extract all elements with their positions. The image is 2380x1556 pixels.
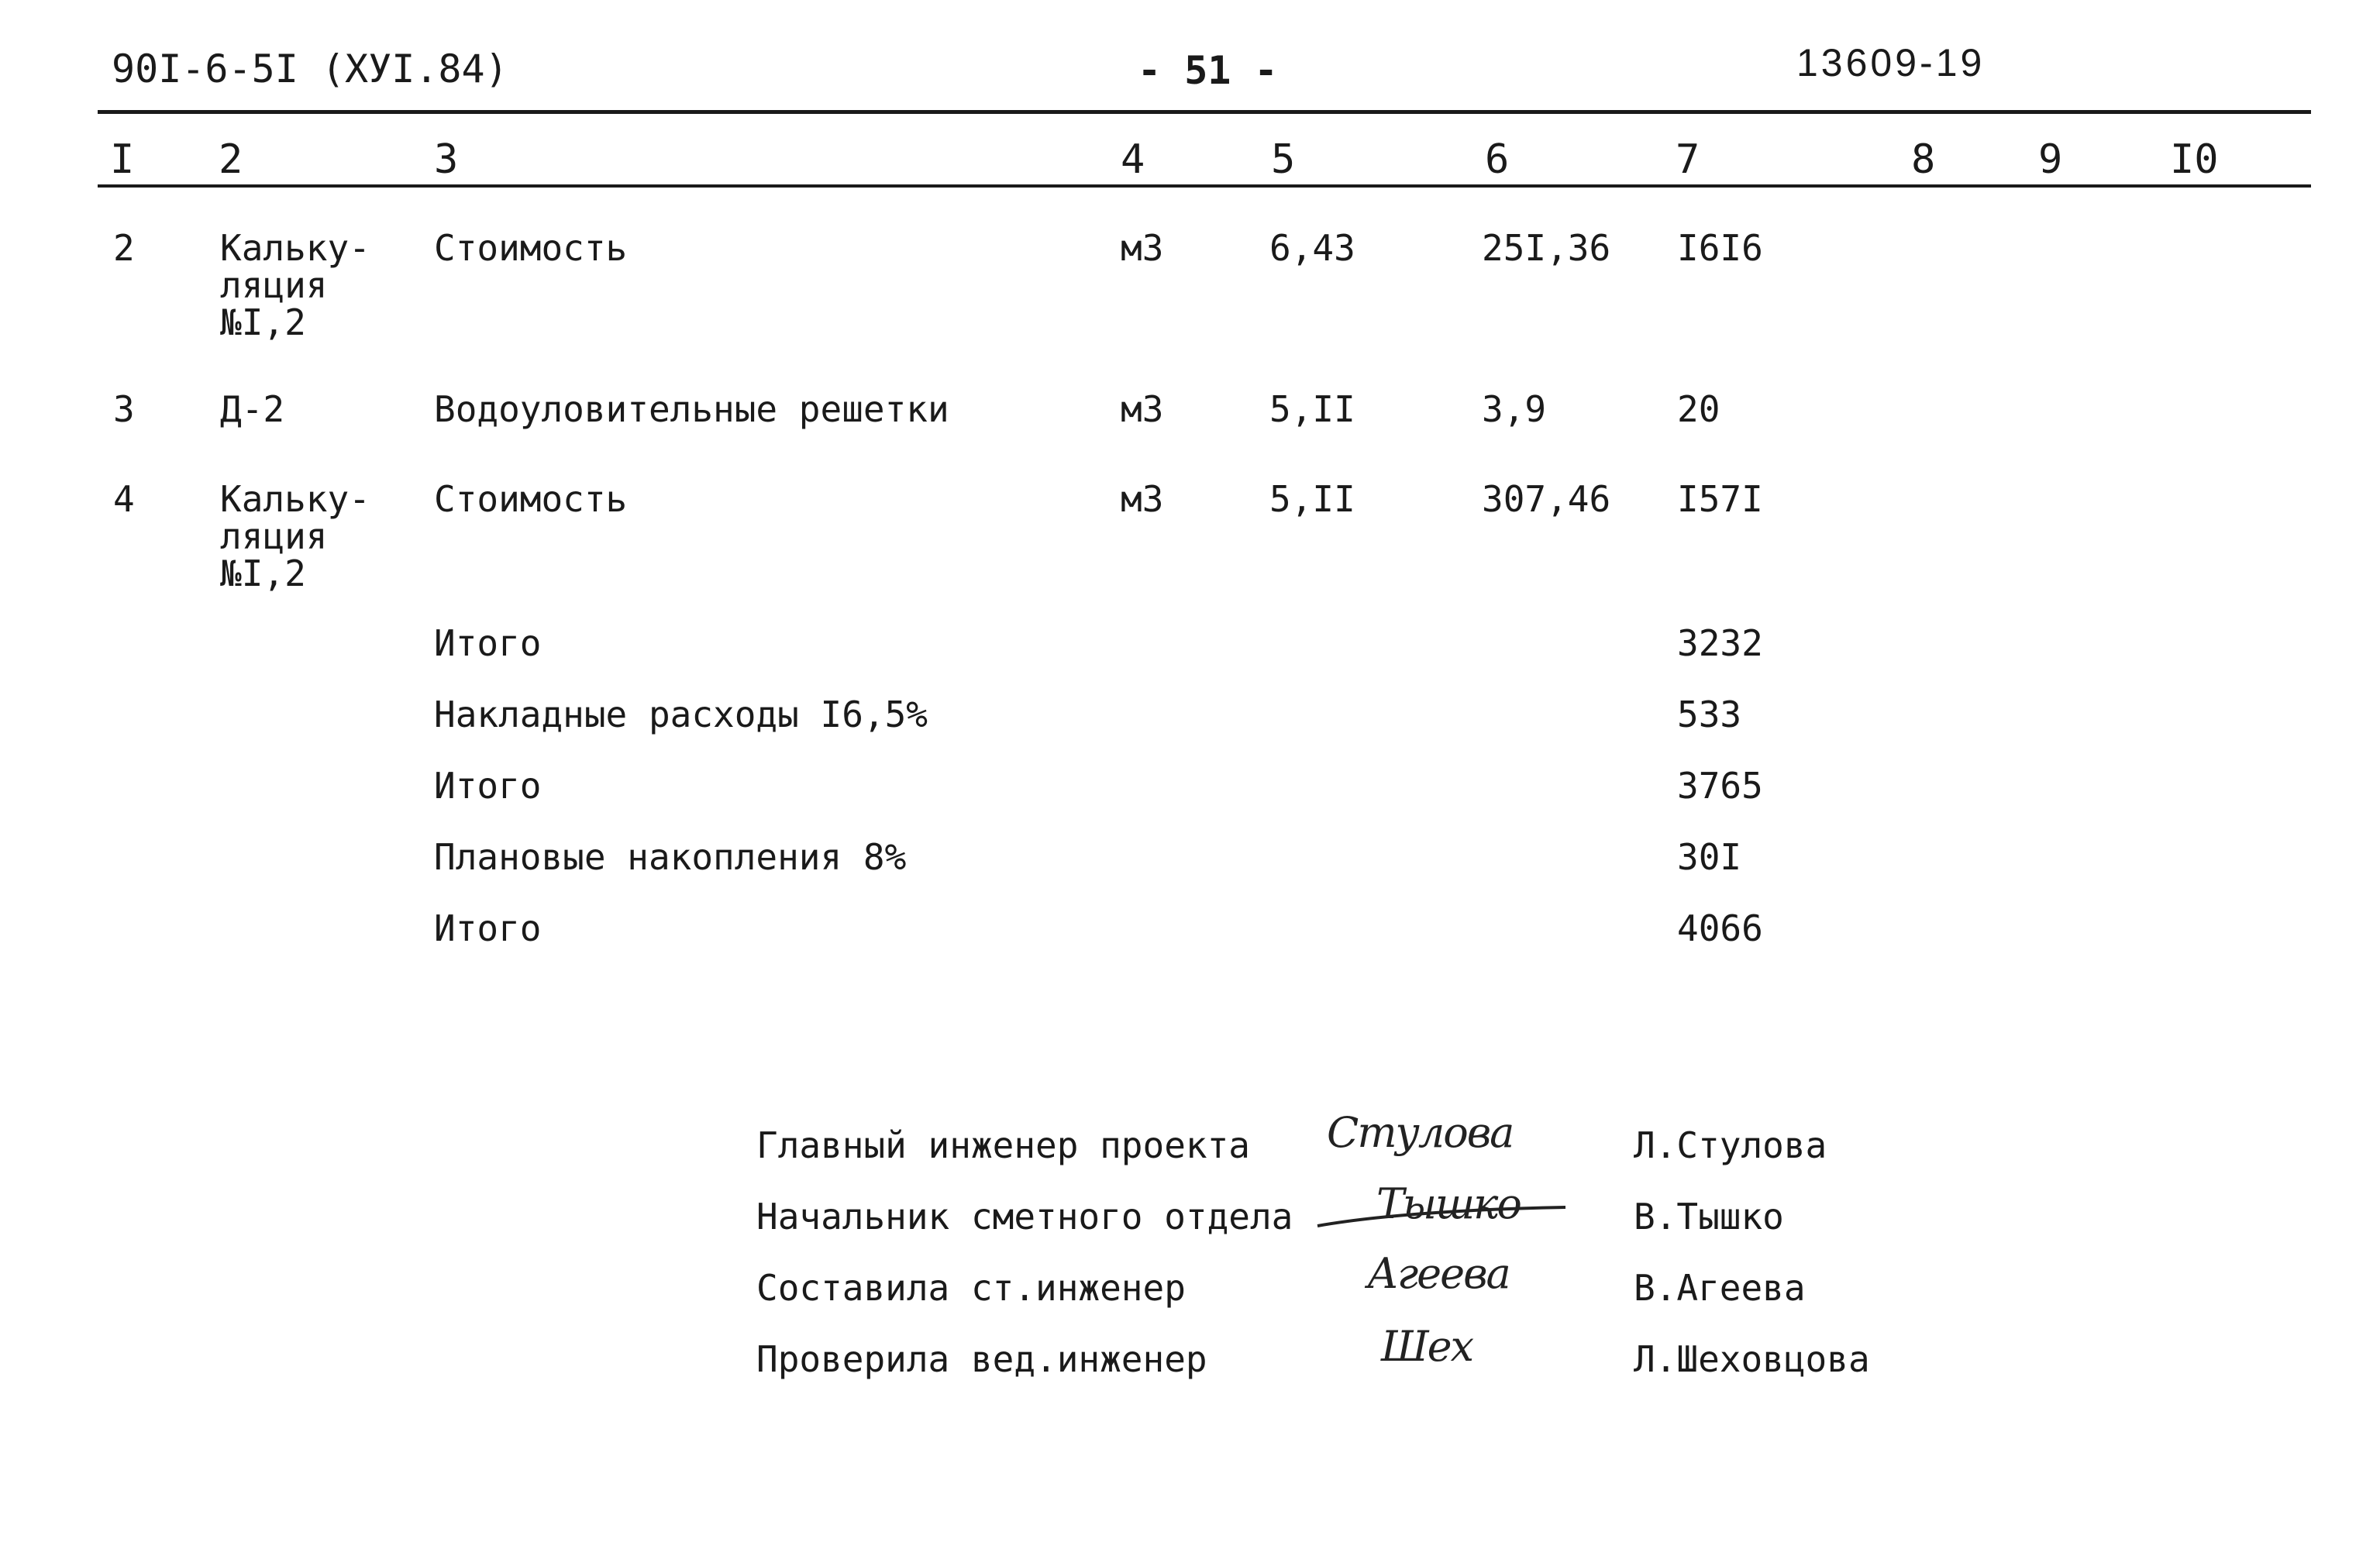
- handwritten-signature: Шех: [1381, 1322, 1473, 1371]
- column-number-rule: [98, 184, 2311, 188]
- page-number: - 51 -: [1138, 48, 1278, 93]
- column-number: 5: [1271, 136, 1296, 183]
- row-unit: м3: [1121, 227, 1164, 269]
- summary-value: 533: [1677, 694, 1742, 735]
- column-number: 6: [1485, 136, 1510, 183]
- summary-label: Итого: [434, 765, 542, 807]
- row-unit: м3: [1121, 388, 1164, 430]
- summary-value: 4066: [1677, 907, 1763, 949]
- signature-role: Главный инженер проекта: [756, 1124, 1250, 1166]
- summary-value: 3765: [1677, 765, 1763, 807]
- summary-label: Итого: [434, 907, 542, 949]
- row-basis: ляция: [220, 515, 328, 557]
- column-number: 8: [1911, 136, 1936, 183]
- row-total: 20: [1677, 388, 1720, 430]
- handwritten-signature: Тышко: [1376, 1179, 1521, 1228]
- row-total: I6I6: [1677, 227, 1763, 269]
- column-number: I0: [2170, 136, 2219, 183]
- row-unit: м3: [1121, 478, 1164, 520]
- inventory-number: 13609-19: [1796, 41, 1986, 84]
- summary-value: 3232: [1677, 622, 1763, 664]
- summary-label: Накладные расходы I6,5%: [434, 694, 928, 735]
- header-rule: [98, 110, 2311, 114]
- signature-role: Начальник сметного отдела: [756, 1196, 1293, 1238]
- row-quantity: 6,43: [1269, 227, 1355, 269]
- signature-stroke: [1317, 1206, 1565, 1229]
- row-total: I57I: [1677, 478, 1763, 520]
- handwritten-signature: Агеева: [1367, 1249, 1510, 1298]
- row-number: 4: [113, 478, 135, 520]
- handwritten-signature: Стулова: [1327, 1108, 1514, 1157]
- signatory-name: Л.Шеховцова: [1634, 1338, 1870, 1380]
- signature-role: Составила ст.инженер: [756, 1267, 1186, 1309]
- column-number: 9: [2038, 136, 2063, 183]
- row-name: Стоимость: [434, 227, 628, 269]
- row-name: Водоуловительные решетки: [434, 388, 949, 430]
- column-number: 3: [434, 136, 459, 183]
- row-quantity: 5,II: [1269, 388, 1355, 430]
- row-unit-price: 25I,36: [1482, 227, 1611, 269]
- row-name: Стоимость: [434, 478, 628, 520]
- row-basis: Кальку-: [220, 478, 370, 520]
- row-unit-price: 307,46: [1482, 478, 1611, 520]
- signatory-name: В.Тышко: [1634, 1196, 1784, 1238]
- column-number: 7: [1676, 136, 1700, 183]
- row-quantity: 5,II: [1269, 478, 1355, 520]
- row-basis: ляция: [220, 264, 328, 306]
- summary-label: Итого: [434, 622, 542, 664]
- column-number: 2: [219, 136, 243, 183]
- row-number: 3: [113, 388, 135, 430]
- signatory-name: В.Агеева: [1634, 1267, 1806, 1309]
- document-code: 90I-6-5I (XУI.84): [112, 46, 508, 91]
- row-basis: Д-2: [220, 388, 285, 430]
- row-basis: Кальку-: [220, 227, 370, 269]
- summary-value: 30I: [1677, 836, 1742, 878]
- signatory-name: Л.Стулова: [1634, 1124, 1827, 1166]
- column-number: I: [110, 136, 135, 183]
- summary-label: Плановые накопления 8%: [434, 836, 907, 878]
- row-basis: №I,2: [220, 301, 306, 343]
- row-number: 2: [113, 227, 135, 269]
- row-basis: №I,2: [220, 553, 306, 594]
- column-number: 4: [1121, 136, 1145, 183]
- signature-role: Проверила вед.инженер: [756, 1338, 1207, 1380]
- row-unit-price: 3,9: [1482, 388, 1547, 430]
